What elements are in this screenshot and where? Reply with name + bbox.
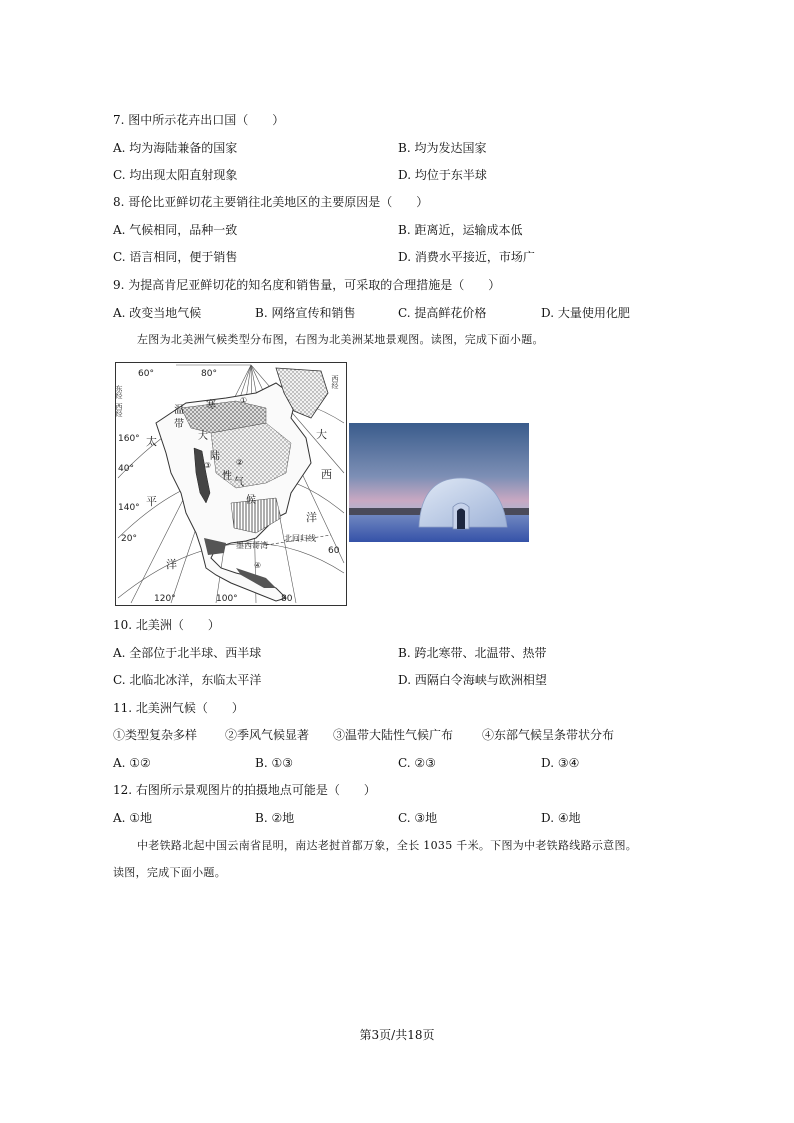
- q7-option-a: A. 均为海陆兼备的国家: [113, 141, 238, 155]
- q11-statement-3: ③温带大陆性气候广布: [333, 728, 454, 742]
- q8-option-a: A. 气候相同，品种一致: [113, 223, 238, 237]
- q9-option-b: B. 网络宣传和销售: [255, 306, 356, 320]
- label-cont-5: 候: [246, 495, 256, 506]
- q11-option-d: D. ③④: [541, 756, 580, 770]
- label-gulf: 墨西哥湾: [236, 541, 268, 550]
- q9-stem: 9. 为提高肯尼亚鲜切花的知名度和销售量，可采取的合理措施是（ ）: [113, 278, 501, 292]
- map-mark-1: ①: [240, 396, 248, 405]
- q8-option-c: C. 语言相同，便于销售: [113, 250, 238, 264]
- label-tropic: 北回归线: [284, 534, 316, 543]
- north-america-climate-map: [115, 362, 347, 606]
- label-lon-140: 140°: [118, 503, 140, 513]
- label-atlantic-2: 西: [321, 468, 332, 481]
- q11-option-c: C. ②③: [398, 756, 436, 770]
- label-pacific-3: 洋: [166, 558, 177, 571]
- q12-option-a: A. ①地: [113, 811, 153, 825]
- climate-map-svg: [116, 363, 346, 605]
- q11-option-a: A. ①②: [113, 756, 151, 770]
- map-mark-2: ②: [236, 458, 244, 467]
- label-lat-20: 20°: [121, 534, 137, 544]
- q12-option-d: D. ④地: [541, 811, 581, 825]
- label-cont-4: 气: [234, 477, 244, 488]
- label-cont-1: 大: [198, 431, 208, 442]
- label-lat-40: 40°: [118, 464, 134, 474]
- label-cont-2: 陆: [210, 451, 220, 462]
- igloo-door: [457, 509, 465, 530]
- q12-option-c: C. ③地: [398, 811, 438, 825]
- igloo-landscape-photo: [349, 423, 529, 542]
- intro-next-2: 读图，完成下面小题。: [113, 866, 226, 879]
- igloo-photo-svg: [349, 423, 529, 542]
- label-atlantic-3: 洋: [306, 511, 317, 524]
- label-east-lon: 东经: [115, 385, 123, 399]
- page-footer: 第3页/共18页: [359, 1028, 435, 1042]
- label-lon-60: 60°: [138, 369, 154, 379]
- q10-option-a: A. 全部位于北半球、西半球: [113, 646, 262, 660]
- q8-stem: 8. 哥伦比亚鲜切花主要销往北美地区的主要原因是（ ）: [113, 195, 429, 209]
- q9-option-a: A. 改变当地气候: [113, 306, 202, 320]
- label-atlantic-1: 大: [316, 428, 327, 441]
- label-cold: 寒: [206, 400, 216, 411]
- q9-option-c: C. 提高鲜花价格: [398, 306, 487, 320]
- q11-statement-2: ②季风气候显著: [225, 728, 310, 742]
- intro-next-1: 中老铁路北起中国云南省昆明，南达老挝首都万象，全长 1035 千米。下图为中老铁路线路示意图。: [137, 839, 638, 852]
- map-mark-3: ③: [204, 461, 212, 470]
- label-west-lon-2: 西经: [331, 375, 339, 389]
- label-pacific-2: 平: [146, 495, 157, 508]
- q8-option-d: D. 消费水平接近，市场广: [398, 250, 535, 264]
- q11-option-b: B. ①③: [255, 756, 293, 770]
- intro-10-12: 左图为北美洲气候类型分布图，右图为北美洲某地景观图。读图，完成下面小题。: [137, 333, 544, 346]
- q8-option-b: B. 距离近，运输成本低: [398, 223, 523, 237]
- q12-option-b: B. ②地: [255, 811, 295, 825]
- q9-option-d: D. 大量使用化肥: [541, 306, 630, 320]
- label-temperate-2: 带: [174, 419, 184, 430]
- label-lon-80: 80°: [201, 369, 217, 379]
- q11-statement-4: ④东部气候呈条带状分布: [482, 728, 615, 742]
- label-lon-120: 120°: [154, 594, 176, 604]
- q10-option-b: B. 跨北寒带、北温带、热带: [398, 646, 547, 660]
- label-lat-60: 60: [328, 546, 340, 556]
- label-west-lon: 西经: [115, 403, 123, 417]
- q10-stem: 10. 北美洲（ ）: [113, 618, 220, 632]
- q11-statement-1: ①类型复杂多样: [113, 728, 198, 742]
- label-lon-80b: 80: [281, 594, 293, 604]
- label-pacific-1: 太: [146, 435, 157, 448]
- map-mark-4: ④: [254, 561, 262, 570]
- label-cont-3: 性: [222, 471, 232, 482]
- q12-stem: 12. 右图所示景观图片的拍摄地点可能是（ ）: [113, 783, 376, 797]
- q10-option-c: C. 北临北冰洋，东临太平洋: [113, 673, 262, 687]
- q7-option-c: C. 均出现太阳直射现象: [113, 168, 238, 182]
- label-temperate-1: 温: [174, 405, 184, 416]
- q7-option-b: B. 均为发达国家: [398, 141, 487, 155]
- q10-option-d: D. 西隔白令海峡与欧洲相望: [398, 673, 547, 687]
- q7-stem: 7. 图中所示花卉出口国（ ）: [113, 113, 285, 127]
- q11-stem: 11. 北美洲气候（ ）: [113, 701, 244, 715]
- q7-option-d: D. 均位于东半球: [398, 168, 487, 182]
- label-lon-100: 100°: [216, 594, 238, 604]
- zone-humid-subtropical: [231, 498, 281, 533]
- label-lon-160: 160°: [118, 434, 140, 444]
